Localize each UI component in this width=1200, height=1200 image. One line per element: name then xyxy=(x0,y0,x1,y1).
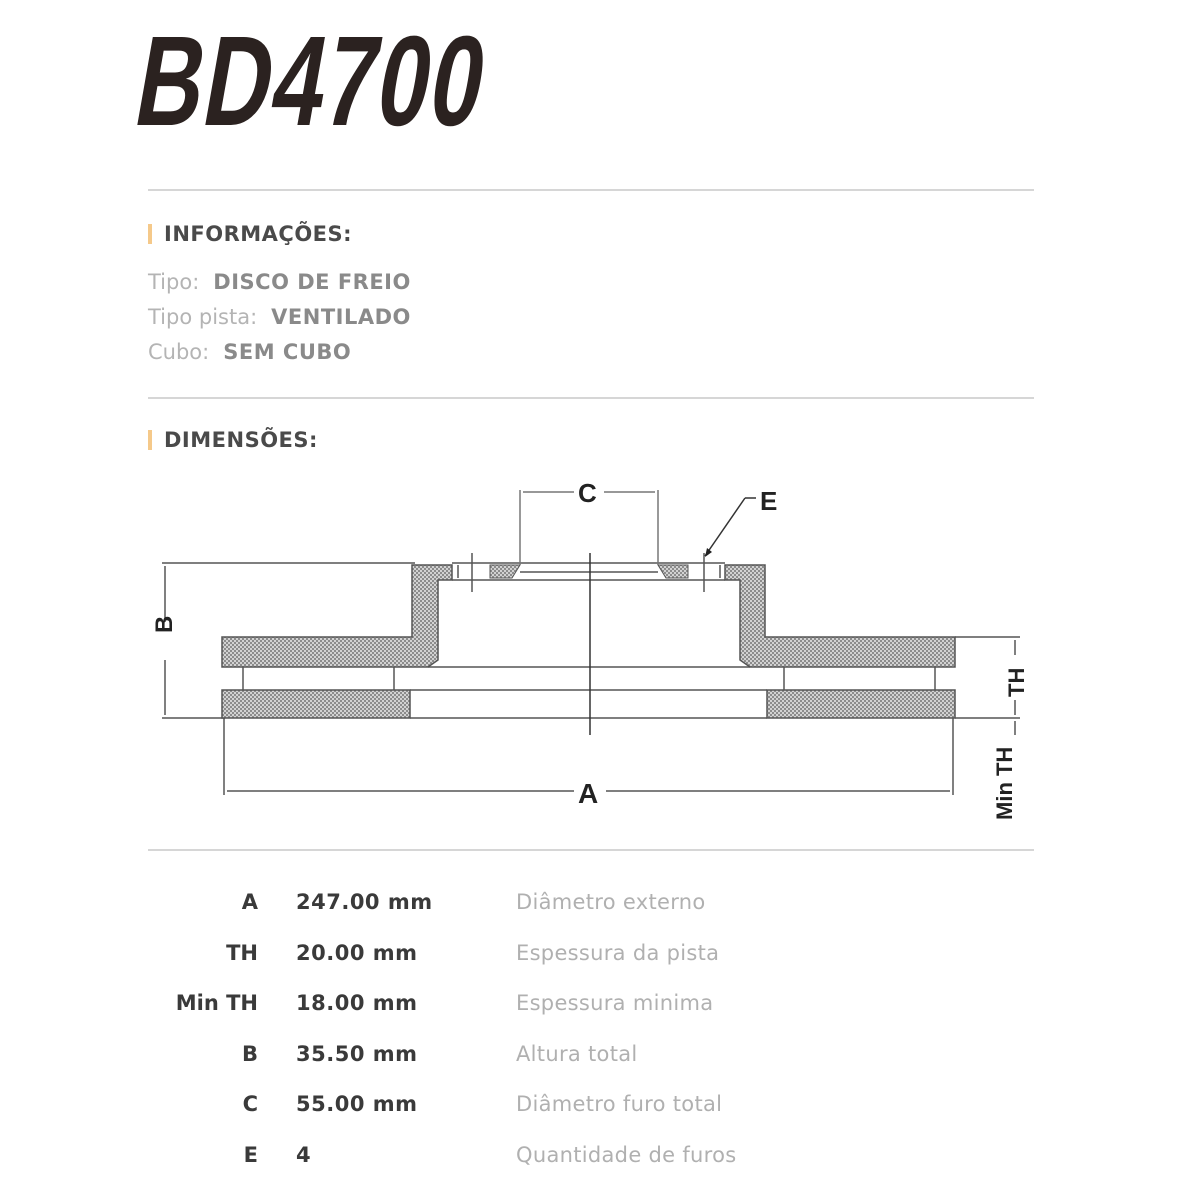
dimension-description: Espessura da pista xyxy=(516,941,720,965)
dimension-key: TH xyxy=(226,941,258,965)
label-min-th: Min TH xyxy=(992,746,1017,820)
divider-bottom xyxy=(148,849,1034,851)
label-c: C xyxy=(578,478,597,508)
dimension-description: Espessura minima xyxy=(516,991,714,1015)
dimension-row-b xyxy=(150,1042,850,1072)
info-label: Cubo: xyxy=(148,340,210,364)
divider-middle xyxy=(148,397,1034,399)
brake-disc-diagram xyxy=(150,470,1040,830)
label-e: E xyxy=(760,486,778,516)
dimension-value: 18.00 mm xyxy=(296,991,418,1015)
info-value: DISCO DE FREIO xyxy=(213,270,411,294)
accent-bar xyxy=(148,224,152,244)
label-b: B xyxy=(151,615,178,633)
info-row-cubo xyxy=(148,340,351,364)
dimensions-heading-text: DIMENSÕES: xyxy=(164,428,318,452)
info-heading-text: INFORMAÇÕES: xyxy=(164,222,353,246)
dimension-key: B xyxy=(241,1042,258,1066)
dimension-key: A xyxy=(241,890,258,914)
dimension-description: Altura total xyxy=(516,1042,638,1066)
dimension-key: Min TH xyxy=(175,991,258,1015)
dimension-row-min-th xyxy=(150,991,850,1021)
info-row-tipo xyxy=(148,270,411,294)
dimension-value: 20.00 mm xyxy=(296,941,418,965)
dimension-row-th xyxy=(150,941,850,971)
product-code-title: BD4700 xyxy=(126,10,499,153)
info-section-heading xyxy=(148,222,352,246)
dimension-key: E xyxy=(243,1143,258,1167)
dimension-value: 35.50 mm xyxy=(296,1042,418,1066)
dimension-description: Diâmetro furo total xyxy=(516,1092,723,1116)
label-a: A xyxy=(578,778,599,809)
dimension-description: Quantidade de furos xyxy=(516,1143,737,1167)
dimension-row-c xyxy=(150,1092,850,1122)
info-value: SEM CUBO xyxy=(223,340,352,364)
info-row-tipo-pista xyxy=(148,305,411,329)
info-label: Tipo: xyxy=(148,270,200,294)
dimension-key: C xyxy=(242,1092,258,1116)
dimensions-section-heading xyxy=(148,428,318,452)
dimension-description: Diâmetro externo xyxy=(516,890,706,914)
divider-top xyxy=(148,189,1034,191)
accent-bar xyxy=(148,430,152,450)
dimension-value: 247.00 mm xyxy=(296,890,433,914)
label-th: TH xyxy=(1004,667,1029,697)
dimension-row-e xyxy=(150,1143,850,1173)
info-value: VENTILADO xyxy=(271,305,411,329)
info-label: Tipo pista: xyxy=(148,305,258,329)
dimension-row-a xyxy=(150,890,850,920)
dimension-value: 55.00 mm xyxy=(296,1092,418,1116)
dimension-value: 4 xyxy=(296,1143,312,1167)
